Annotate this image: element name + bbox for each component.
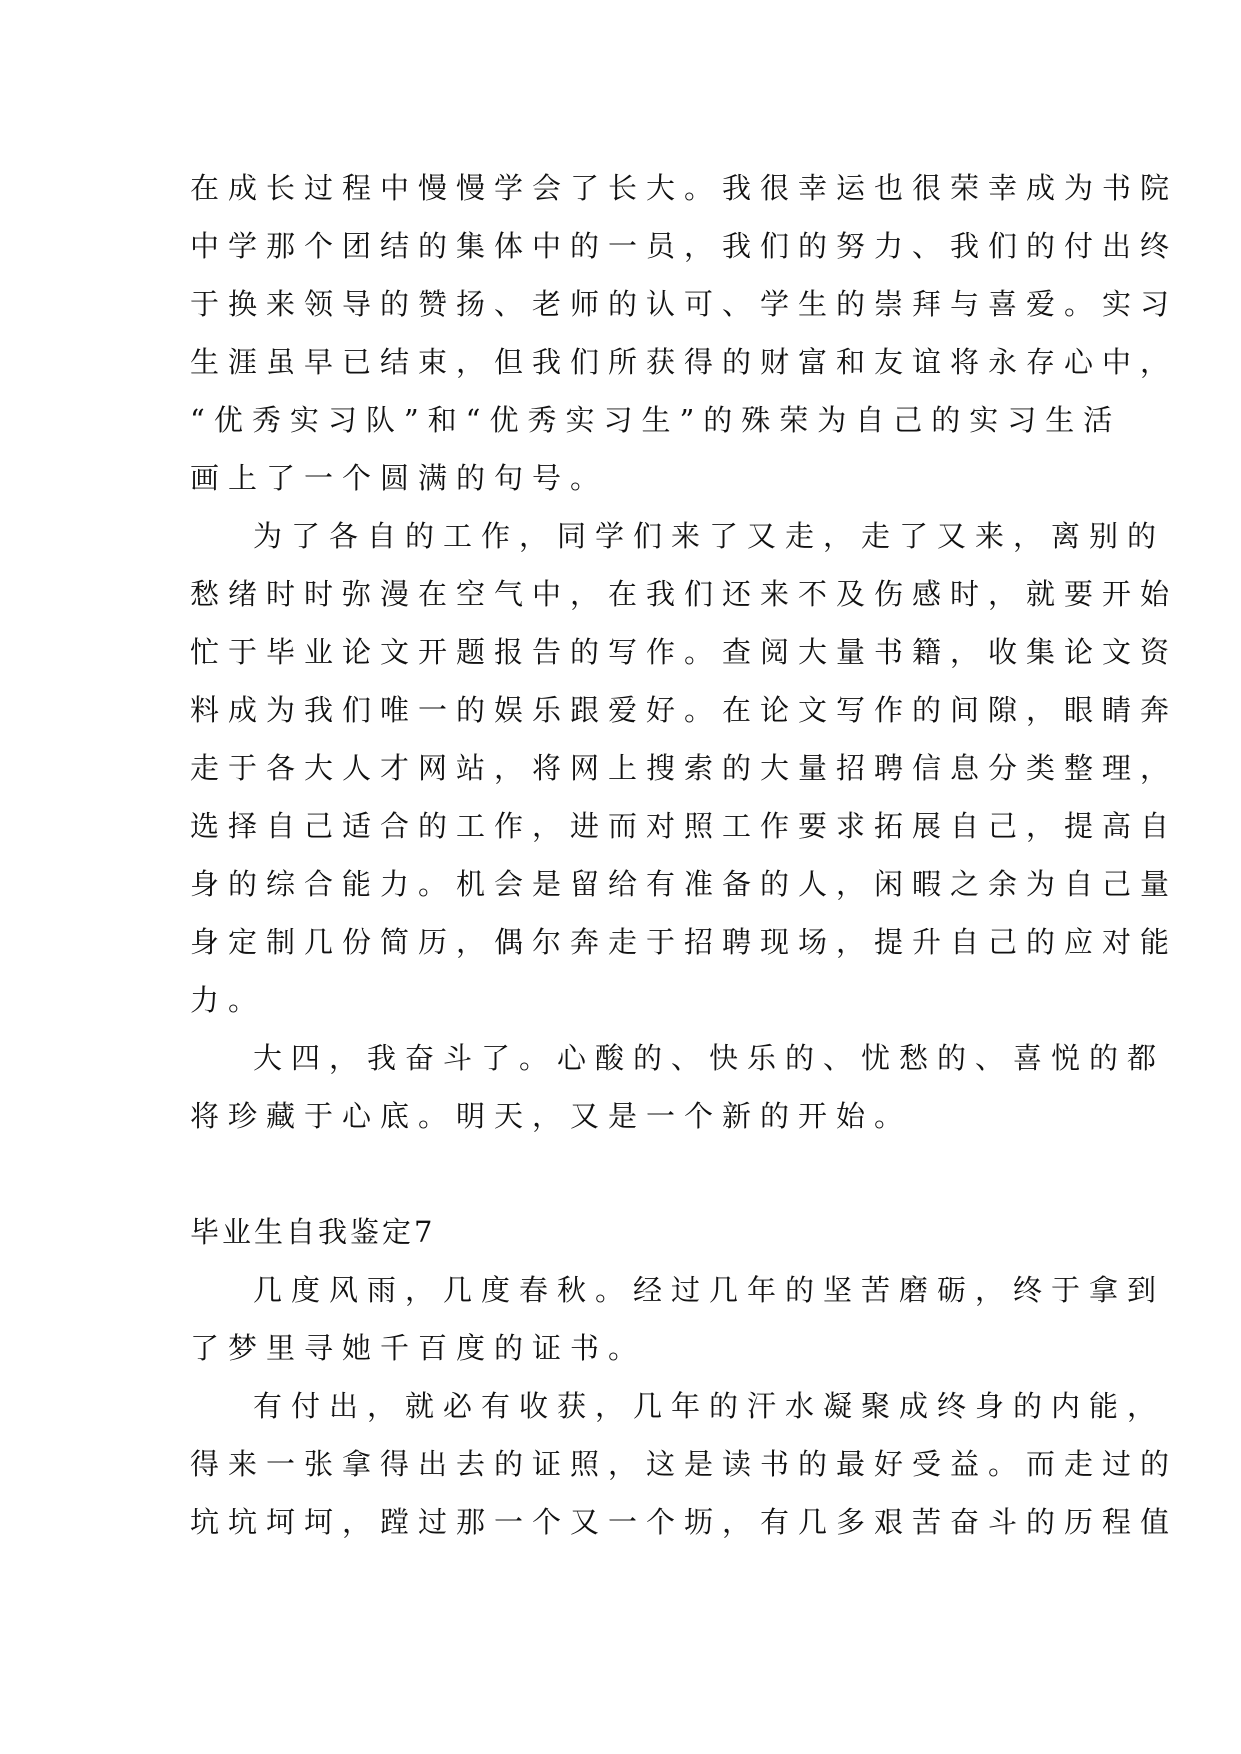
paragraph-line: 料成为我们唯一的娱乐跟爱好。在论文写作的间隙，眼睛奔 xyxy=(190,693,1179,727)
paragraph-line: 愁绪时时弥漫在空气中，在我们还来不及伤感时，就要开始 xyxy=(190,577,1179,611)
section-heading: 毕业生自我鉴定7 xyxy=(190,1215,436,1249)
paragraph-line: 将珍藏于心底。明天，又是一个新的开始。 xyxy=(190,1099,913,1133)
paragraph-line: 坑坑坷坷，蹚过那一个又一个坜，有几多艰苦奋斗的历程值 xyxy=(190,1505,1179,1539)
paragraph-line: 选择自己适合的工作，进而对照工作要求拓展自己，提高自 xyxy=(190,809,1179,843)
paragraph-line: 在成长过程中慢慢学会了长大。我很幸运也很荣幸成为书院 xyxy=(190,171,1179,205)
paragraph-line: 身定制几份简历，偶尔奔走于招聘现场，提升自己的应对能 xyxy=(190,925,1179,959)
paragraph-line: 为了各自的工作，同学们来了又走，走了又来，离别的 xyxy=(253,519,1166,553)
paragraph-line: 力。 xyxy=(190,983,267,1017)
paragraph-line: 走于各大人才网站，将网上搜索的大量招聘信息分类整理， xyxy=(190,751,1179,785)
paragraph-line: 画上了一个圆满的句号。 xyxy=(190,461,609,495)
paragraph-line: “优秀实习队”和“优秀实习生”的殊荣为自己的实习生活 xyxy=(190,403,1122,437)
paragraph-line: 中学那个团结的集体中的一员，我们的努力、我们的付出终 xyxy=(190,229,1179,263)
paragraph-line: 大四，我奋斗了。心酸的、快乐的、忧愁的、喜悦的都 xyxy=(253,1041,1166,1075)
paragraph-line: 忙于毕业论文开题报告的写作。查阅大量书籍，收集论文资 xyxy=(190,635,1179,669)
paragraph-line: 得来一张拿得出去的证照，这是读书的最好受益。而走过的 xyxy=(190,1447,1179,1481)
paragraph-line: 有付出，就必有收获，几年的汗水凝聚成终身的内能， xyxy=(253,1389,1166,1423)
paragraph-line: 于换来领导的赞扬、老师的认可、学生的崇拜与喜爱。实习 xyxy=(190,287,1179,321)
paragraph-line: 生涯虽早已结束，但我们所获得的财富和友谊将永存心中， xyxy=(190,345,1179,379)
paragraph-line: 身的综合能力。机会是留给有准备的人，闲暇之余为自己量 xyxy=(190,867,1179,901)
paragraph-line: 了梦里寻她千百度的证书。 xyxy=(190,1331,647,1365)
paragraph-line: 几度风雨，几度春秋。经过几年的坚苦磨砺，终于拿到 xyxy=(253,1273,1166,1307)
